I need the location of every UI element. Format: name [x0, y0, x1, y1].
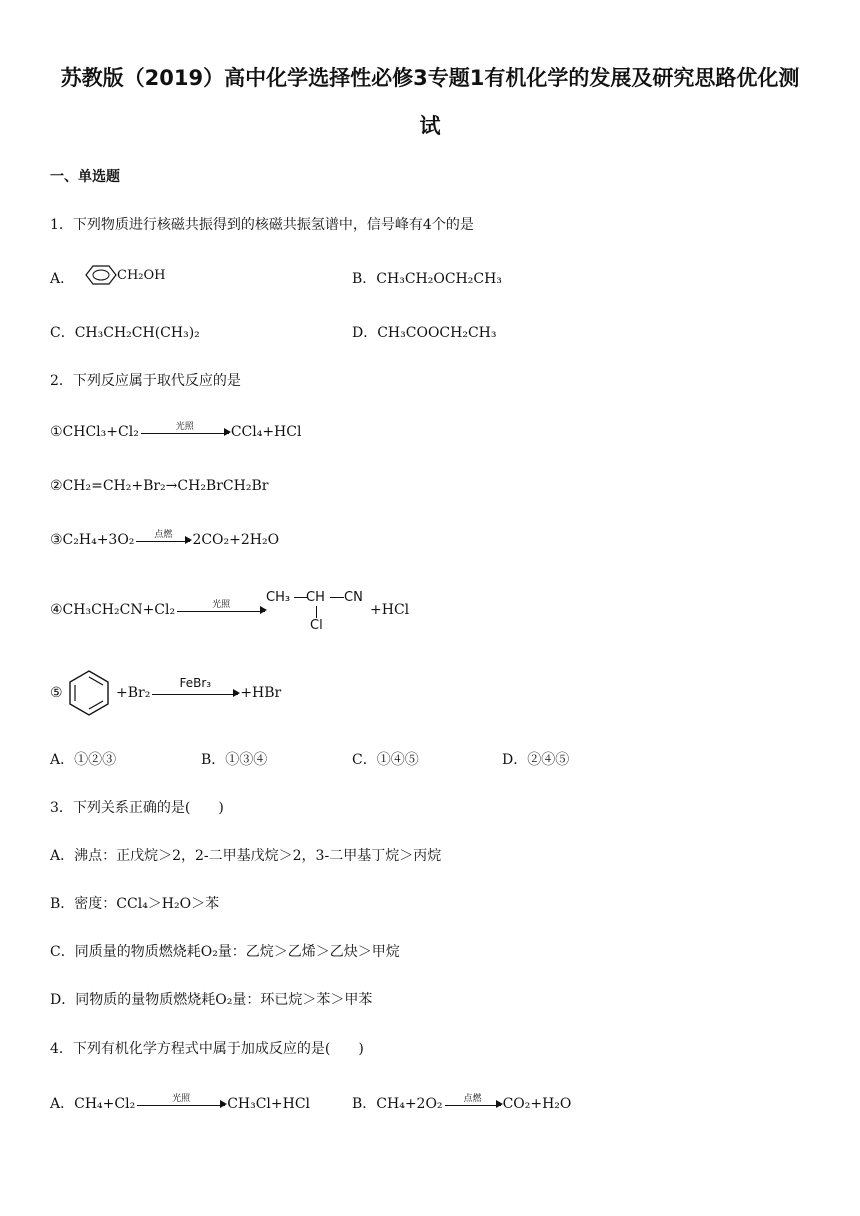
q3-option-d: D．同物质的量物质燃烧耗O₂量：环已烷＞苯＞甲苯 — [50, 992, 373, 1008]
r4-product-cl: Cl — [310, 618, 323, 633]
q4b-products: CO₂+H₂O — [502, 1096, 572, 1112]
q4b-reactants: B．CH₄+2O₂ — [352, 1096, 443, 1112]
q1-stem: 1．下列物质进行核磁共振得到的核磁共振氢谱中，信号峰有4个的是 — [50, 217, 474, 233]
q2-reaction-5 — [116, 675, 282, 701]
q4-option-a — [50, 1093, 310, 1113]
r4-reactants: ④CH₃CH₂CN+Cl₂ — [50, 602, 176, 618]
q4-option-b — [352, 1093, 571, 1113]
q1-option-a-group: CH₂OH — [117, 268, 166, 283]
q2-reaction-3 — [50, 529, 280, 548]
reaction-arrow-icon — [137, 1093, 225, 1106]
r3-products: 2CO₂+2H₂O — [192, 532, 280, 548]
q2-stem: 2．下列反应属于取代反应的是 — [50, 373, 241, 389]
q4a-condition: 光照 — [172, 1093, 191, 1104]
reaction-arrow-icon — [177, 599, 265, 612]
page-title-line1: 苏教版（2019）高中化学选择性必修3专题1有机化学的发展及研究思路优化测 — [60, 66, 800, 90]
q2-reaction-4 — [50, 599, 267, 618]
q2-reaction-1 — [50, 421, 302, 440]
q4b-condition: 点燃 — [463, 1093, 482, 1104]
r5-products: +HBr — [240, 685, 282, 701]
q2-option-a: A．①②③ — [50, 752, 117, 768]
r3-condition: 点燃 — [154, 529, 173, 540]
r4-product-bond-2 — [330, 597, 344, 598]
r1-condition: 光照 — [175, 421, 194, 432]
r4-condition: 光照 — [212, 599, 231, 610]
benzene-ring-icon — [84, 264, 118, 286]
q4a-reactants: A．CH₄+Cl₂ — [50, 1096, 136, 1112]
q3-option-a: A．沸点：正戊烷＞2，2-二甲基戊烷＞2，3-二甲基丁烷＞丙烷 — [50, 848, 442, 864]
q4a-products: CH₃Cl+HCl — [227, 1096, 311, 1112]
section-heading: 一、单选题 — [50, 169, 120, 185]
q3-stem: 3．下列关系正确的是( ) — [50, 800, 224, 816]
q3-option-b: B．密度：CCl₄＞H₂O＞苯 — [50, 896, 220, 912]
benzene-ring-icon — [66, 668, 112, 718]
r1-products: CCl₄+HCl — [230, 424, 302, 440]
q2-reaction-5-num: ⑤ — [50, 685, 63, 701]
r5-reactants: +Br₂ — [116, 685, 151, 701]
reaction-arrow-icon — [141, 421, 229, 434]
page-title-line2: 试 — [419, 114, 441, 138]
q1-option-b: B．CH₃CH₂OCH₂CH₃ — [352, 271, 502, 287]
reaction-arrow-icon — [152, 675, 238, 695]
r1-reactants: ①CHCl₃+Cl₂ — [50, 424, 139, 440]
q2-option-d: D．②④⑤ — [502, 752, 570, 768]
r4-product-ch: CH — [306, 590, 325, 605]
r4-byproduct: +HCl — [370, 602, 410, 618]
q1-option-a-label: A． — [50, 271, 75, 287]
r4-product-cn: CN — [344, 590, 363, 605]
q1-option-c: C．CH₃CH₂CH(CH₃)₂ — [50, 325, 200, 341]
q1-option-a — [50, 268, 74, 288]
r4-product-ch3: CH₃ — [266, 590, 291, 605]
q2-option-c: C．①④⑤ — [352, 752, 419, 768]
reaction-arrow-icon — [136, 529, 190, 542]
q4-stem: 4．下列有机化学方程式中属于加成反应的是( ) — [50, 1041, 364, 1057]
q2-option-b: B．①③④ — [201, 752, 268, 768]
q3-option-c: C．同质量的物质燃烧耗O₂量：乙烷＞乙烯＞乙炔＞甲烷 — [50, 944, 400, 960]
q1-option-d: D．CH₃COOCH₂CH₃ — [352, 325, 497, 341]
reaction-arrow-icon — [445, 1093, 501, 1106]
r5-condition: FeBr₃ — [179, 675, 212, 690]
q2-reaction-2: ②CH₂=CH₂+Br₂→CH₂BrCH₂Br — [50, 478, 269, 494]
r4-product-bond-3 — [316, 606, 317, 618]
r3-reactants: ③C₂H₄+3O₂ — [50, 532, 135, 548]
